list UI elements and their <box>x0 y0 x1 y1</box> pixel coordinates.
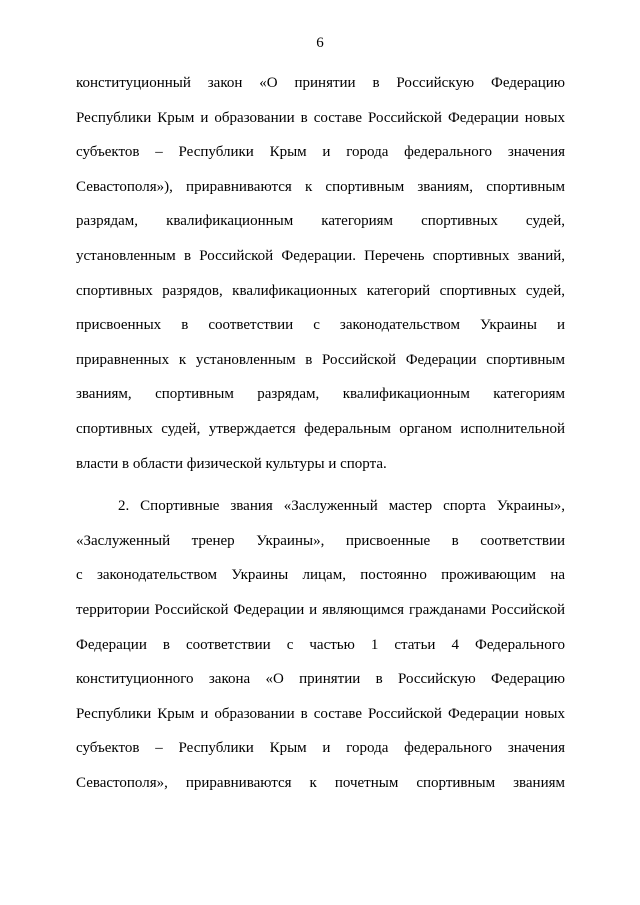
text-line: власти в области физической культуры и спорта. <box>76 455 387 472</box>
text-line: конституционного закона «О принятии в Российскую Федерацию <box>76 671 565 688</box>
text-line: Республики Крым и образовании в составе Российской Федерации новых <box>76 705 565 722</box>
page-number: 6 <box>316 35 324 51</box>
text-line: Севастополя»), приравниваются к спортивным званиям, спортивным <box>76 178 565 195</box>
text-line: Федерации в соответствии с частью 1 статьи 4 Федерального <box>76 636 565 653</box>
text-line: спортивных судей, утверждается федеральным органом исполнительной <box>76 420 565 437</box>
text-line: приравненных к установленным в Российской Федерации спортивным <box>76 351 565 368</box>
text-line: званиям, спортивным разрядам, квалификационным категориям <box>76 386 565 403</box>
text-line: разрядам, квалификационным категориям спортивных судей, <box>76 213 565 230</box>
text-line: спортивных разрядов, квалификационных категорий спортивных судей, <box>76 282 565 299</box>
paragraph-1 <box>76 66 565 481</box>
text-line: Севастополя», приравниваются к почетным спортивным званиям <box>76 774 565 791</box>
paragraph-gap <box>76 481 565 489</box>
text-line: присвоенных в соответствии с законодательством Украины и <box>76 317 565 334</box>
text-line: 2. Спортивные звания «Заслуженный мастер спорта Украины», <box>118 498 565 515</box>
text-line: с законодательством Украины лицам, постоянно проживающим на <box>76 567 565 584</box>
paragraph-2 <box>76 489 565 800</box>
text-line: субъектов – Республики Крым и города федерального значения <box>76 740 565 757</box>
text-line: конституционный закон «О принятии в Российскую Федерацию <box>76 75 565 91</box>
text-line: Республики Крым и образовании в составе Российской Федерации новых <box>76 109 565 126</box>
text-line: установленным в Российской Федерации. Перечень спортивных званий, <box>76 247 565 264</box>
text-line: «Заслуженный тренер Украины», присвоенные в соответствии <box>76 532 565 549</box>
text-line: территории Российской Федерации и являющимся гражданами Российской <box>76 601 565 618</box>
text-line: субъектов – Республики Крым и города федерального значения <box>76 144 565 161</box>
document-body <box>76 66 565 800</box>
